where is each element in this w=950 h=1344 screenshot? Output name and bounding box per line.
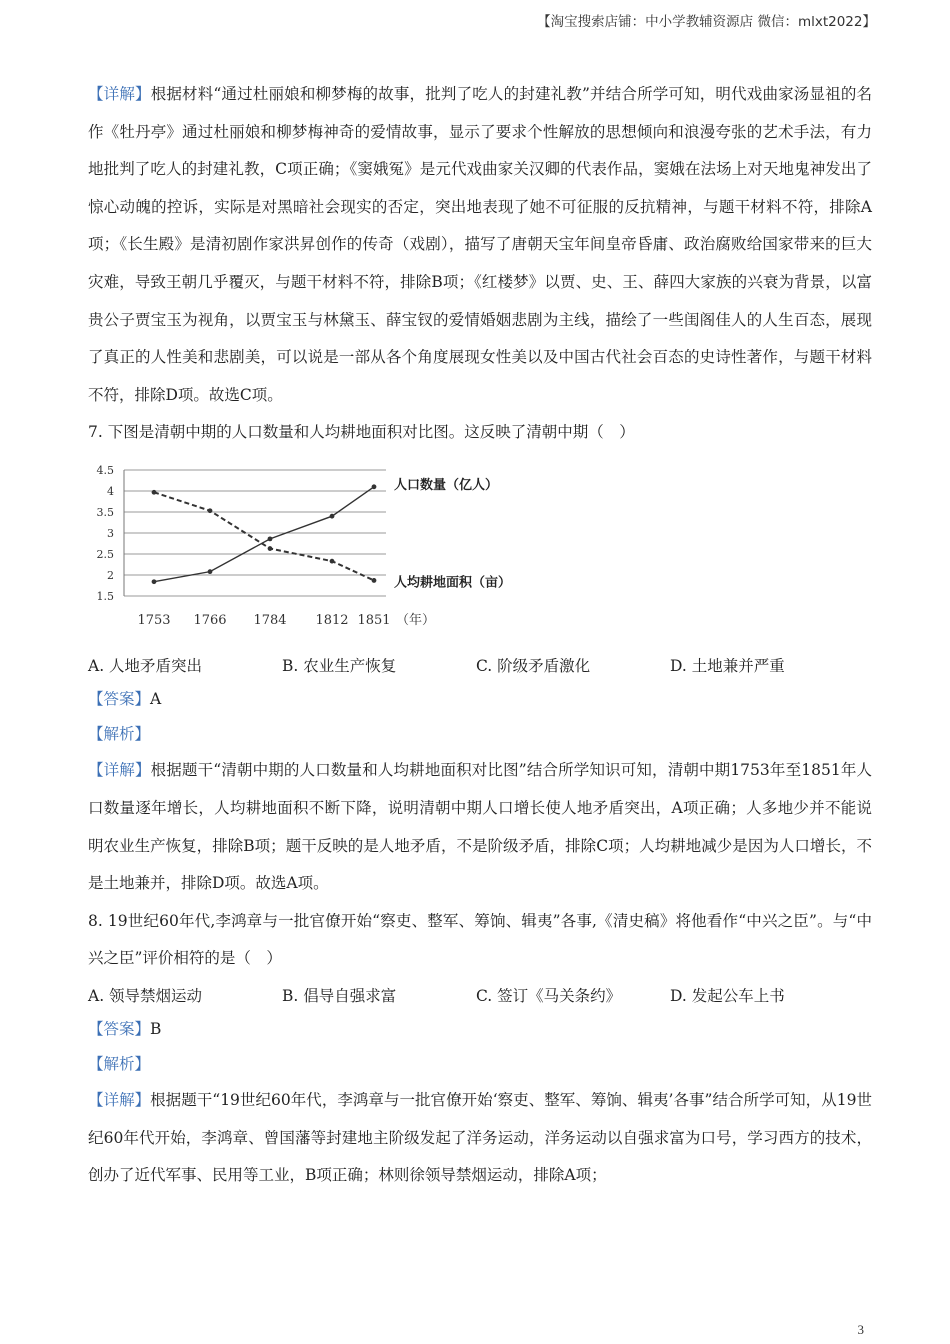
q6-detail-text: 根据材料“通过杜丽娘和柳梦梅的故事，批判了吃人的封建礼教”并结合所学可知，明代戏曲家汤显祖的名作《牡丹亭》通过杜丽娘和柳梦梅神奇的爱情故事，显示了要求个性解放的思想倾向和浪漫夸张的艺术手法，有力地批判了吃人的封建礼教，C项正确；《窦娥冤》是元代戏曲家关汉卿的代表作品，窦娥在法场上对天地鬼神发出了惊心动魄的控诉，实际是对黑暗社会现实的否定，突出地表现了她不可征服的反抗精神，与题干材料不符，排除A项；《长生殿》是清初剧作家洪昇创作的传奇（戏剧），描写了唐朝天宝年间皇帝昏庸、政治腐败给国家带来的巨大灾难，导致王朝几乎覆灭，与题干材料不符，排除B项；《红楼梦》以贾、史、王、薛四大家族的兴衰为背景，以富贵公子贾宝玉为视角，以贾宝玉与林黛玉、薛宝钗的爱情婚姻悲剧为主线，描绘了一些闺阁佳人的人生百态，展现了真正的人性美和悲剧美，可以说是一部从各个角度展现女性美以及中国古代社会百态的史诗性著作，与题干材料不符，排除D项。故选C项。 (88, 85, 872, 404)
data-point (330, 559, 335, 564)
q6-detail-paragraph (88, 76, 872, 414)
x-unit-label: （年） (396, 613, 436, 629)
y-tick-label: 4 (107, 485, 114, 499)
q7-answer (88, 682, 872, 717)
q7-options (88, 648, 872, 682)
q7-stem: 7. 下图是清朝中期的人口数量和人均耕地面积对比图。这反映了清朝中期（ ） (88, 423, 635, 442)
q7-option-a[interactable]: A. 人地矛盾突出 (88, 657, 203, 676)
y-tick-label: 3 (107, 527, 114, 541)
data-point (152, 490, 157, 495)
data-point (372, 578, 377, 583)
y-tick-label: 1.5 (96, 590, 114, 604)
page-header: 【淘宝搜索店铺：中小学教辅资源店 微信：mlxt2022】 (537, 14, 876, 30)
q7-analysis-tag: 【解析】 (88, 725, 151, 744)
y-tick-label: 2 (107, 569, 114, 583)
answer-tag: 【答案】 (88, 1019, 151, 1038)
series-label: 人口数量（亿人） (394, 478, 499, 494)
detail-tag: 【详解】 (88, 1090, 151, 1109)
q7-detail-paragraph (88, 752, 872, 902)
q8-detail-paragraph (88, 1082, 872, 1195)
q8-option-b[interactable]: B. 倡导自强求富 (282, 986, 397, 1005)
x-tick-label: 1753 (137, 613, 171, 629)
q8-option-a[interactable]: A. 领导禁烟运动 (88, 986, 203, 1005)
page-content (88, 76, 872, 1195)
series-label: 人均耕地面积（亩） (394, 575, 512, 591)
q7-detail-text: 根据题干“清朝中期的人口数量和人均耕地面积对比图”结合所学知识可知，清朝中期1753年至1851年人口数量逐年增长，人均耕地面积不断下降，说明清朝中期人口增长使人地矛盾突出，A项正确；人多地少并不能说明农业生产恢复，排除B项；题干反映的是人地矛盾，不是阶级矛盾，排除C项；人均耕地减少是因为人口增长，不是土地兼并，排除D项。故选A项。 (88, 761, 872, 893)
q8-detail-text: 根据题干“19世纪60年代，李鸿章与一批官僚开始‘察吏、整军、筹饷、辑夷’各事”结合所学可知，从19世纪60年代开始，李鸿章、曾国藩等封建地主阶级发起了洋务运动，洋务运动以自强求富为口号，学习西方的技术，创办了近代军事、民用等工业，B项正确；林则徐领导禁烟运动，排除A项； (88, 1090, 872, 1185)
q7-option-b[interactable]: B. 农业生产恢复 (282, 657, 397, 676)
data-point (268, 537, 273, 542)
x-tick-label: 1766 (193, 613, 227, 629)
q8-option-d[interactable]: D. 发起公车上书 (670, 986, 785, 1005)
q8-answer-value: B (150, 1019, 162, 1038)
line-chart (88, 458, 538, 638)
series-line (154, 493, 374, 581)
q7-answer-value: A (150, 690, 162, 709)
x-tick-label: 1812 (315, 613, 349, 629)
data-point (152, 580, 157, 585)
q8-options (88, 978, 872, 1012)
detail-tag: 【详解】 (88, 761, 151, 780)
q8-answer (88, 1012, 872, 1047)
data-point (372, 485, 377, 490)
q7-chart (88, 458, 538, 638)
data-point (268, 546, 273, 551)
series-line (154, 487, 374, 582)
q8-stem: 8. 19世纪60年代,李鸿章与一批官僚开始“察吏、整军、筹饷、辑夷”各事,《清史稿》将他看作“中兴之臣”。与“中兴之臣”评价相符的是（ ） (88, 911, 872, 968)
data-point (330, 514, 335, 519)
data-point (208, 570, 213, 575)
x-tick-label: 1784 (253, 613, 287, 629)
y-tick-label: 4.5 (96, 464, 114, 478)
q7-option-c[interactable]: C. 阶级矛盾激化 (476, 657, 591, 676)
q7-option-d[interactable]: D. 土地兼并严重 (670, 657, 785, 676)
detail-tag: 【详解】 (88, 85, 151, 103)
answer-tag: 【答案】 (88, 690, 151, 709)
q8-option-c[interactable]: C. 签订《马关条约》 (476, 986, 622, 1005)
data-point (208, 509, 213, 514)
page-number: 3 (857, 1322, 864, 1337)
y-tick-label: 2.5 (96, 548, 114, 562)
y-tick-label: 3.5 (96, 506, 114, 520)
x-tick-label: 1851 (357, 613, 391, 629)
q8-analysis-tag: 【解析】 (88, 1054, 151, 1073)
